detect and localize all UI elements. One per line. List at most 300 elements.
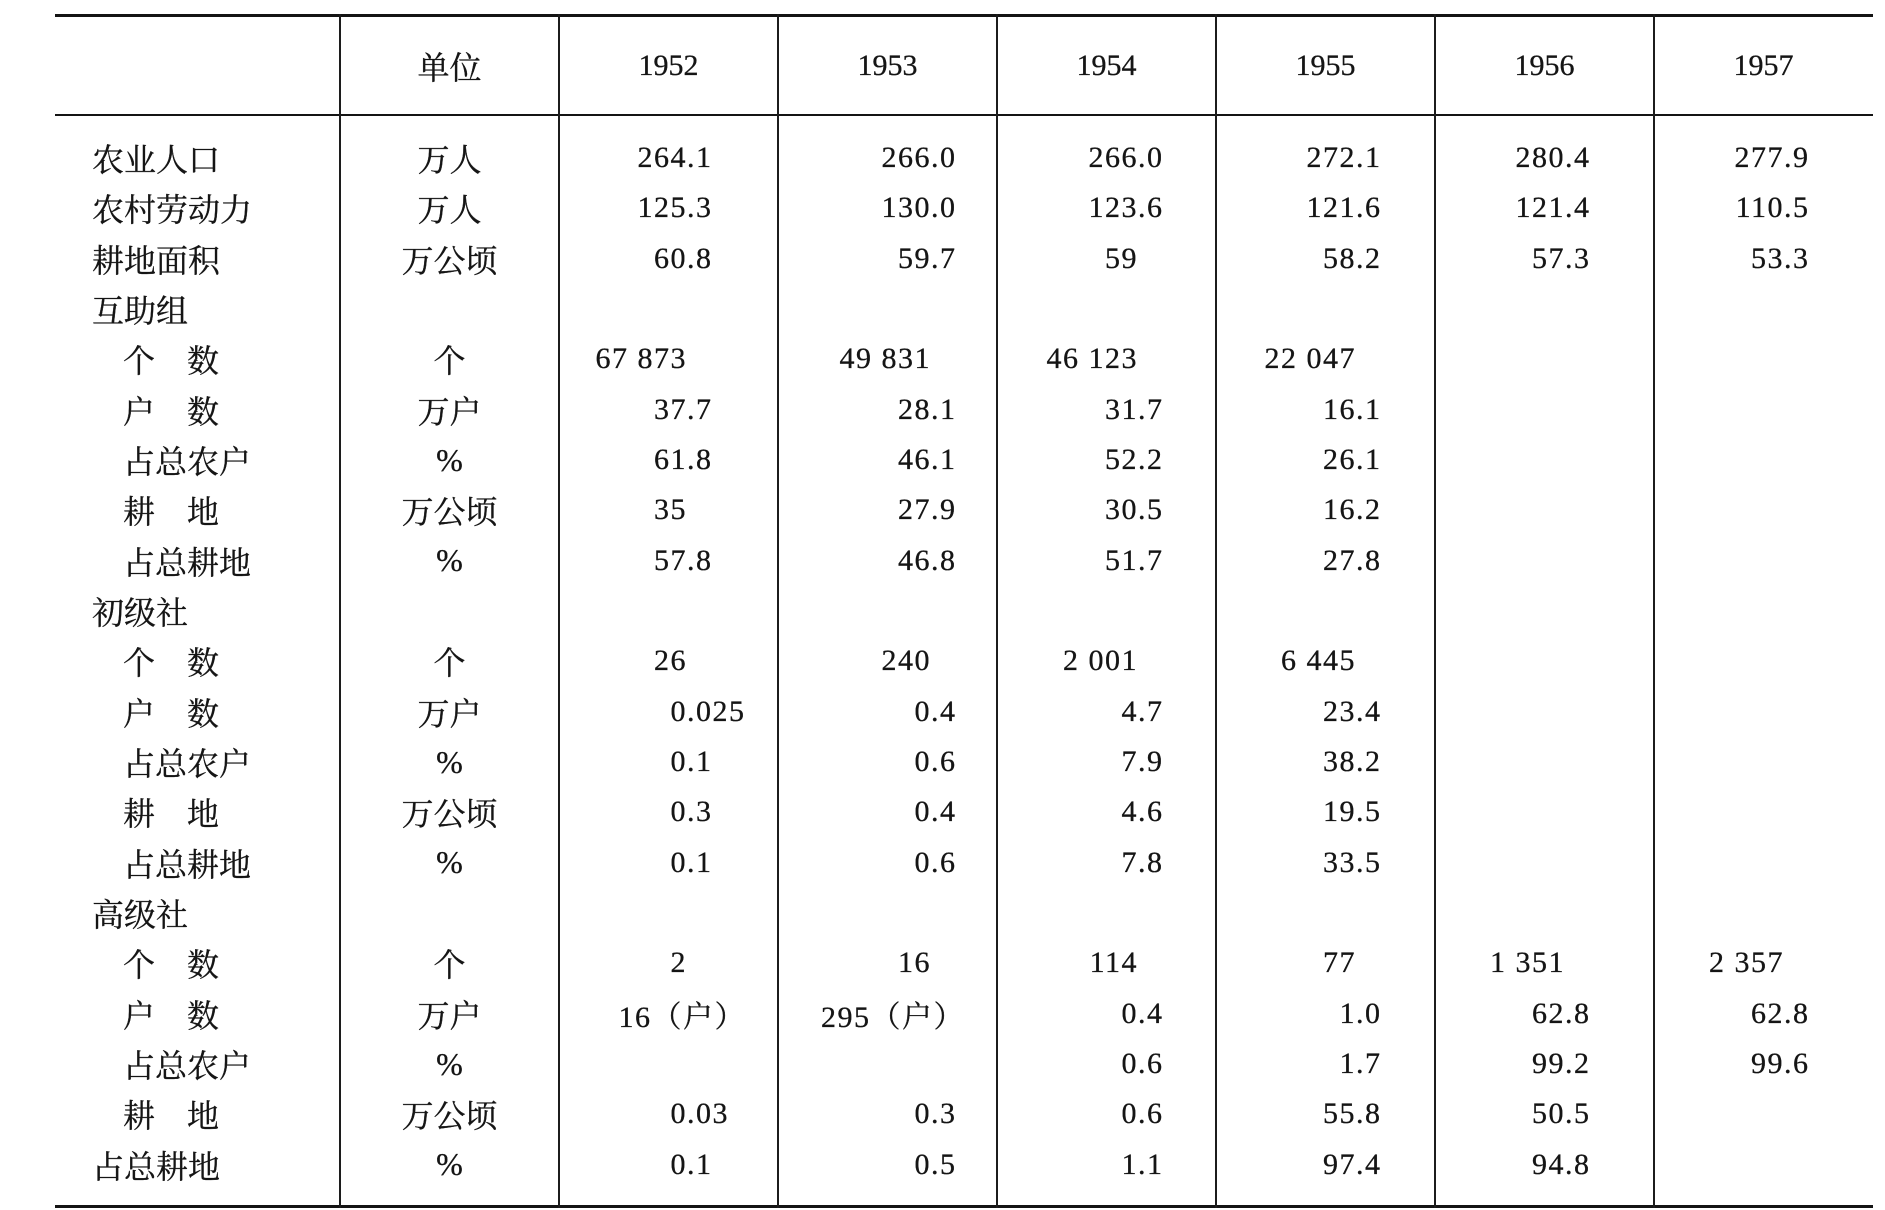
value-cell: [997, 787, 1216, 837]
row-label: 农村劳动力: [92, 192, 253, 229]
value-cell: [997, 284, 1216, 334]
value-integer-part: 59: [898, 241, 931, 275]
value-cell: [1435, 838, 1654, 888]
value-cell: [1654, 334, 1873, 384]
row-label: 户 数: [123, 695, 220, 732]
value-fraction-part: .9: [931, 493, 957, 527]
value-fraction-part: .5: [931, 1147, 957, 1181]
row-label: 占总耕地: [123, 544, 252, 581]
value-integer-part: 0: [670, 1147, 687, 1181]
value-integer-part: 0: [1121, 1097, 1138, 1131]
value-fraction-part: .03: [687, 1097, 729, 1131]
value-cell: [997, 334, 1216, 384]
value-integer-part: 2: [670, 946, 687, 980]
value-cell: [1654, 536, 1873, 586]
value-integer-part: 99: [1532, 1047, 1565, 1081]
value-cell: [997, 938, 1216, 988]
value-cell: [778, 385, 997, 435]
value-cell: [559, 536, 778, 586]
value-integer-part: 0: [670, 845, 687, 879]
value-cell: [1216, 183, 1435, 233]
value-cell: [559, 586, 778, 636]
value-fraction-part: .7: [1138, 392, 1164, 426]
value-integer-part: 266: [881, 141, 931, 175]
value-integer-part: 62: [1532, 996, 1565, 1030]
value-fraction-part: .0: [1356, 996, 1382, 1030]
value-cell: [778, 183, 997, 233]
value-fraction-part: .8: [1565, 996, 1591, 1030]
group-label: 初级社: [92, 595, 189, 632]
value-fraction-part: .1: [687, 845, 713, 879]
unit-cell: %: [436, 844, 463, 881]
value-integer-part: 121: [1515, 191, 1565, 225]
header-year-1953: 1953: [857, 48, 918, 82]
value-cell: [559, 636, 778, 686]
table-row: [55, 435, 1873, 485]
unit-cell: 万人: [417, 192, 482, 229]
value-fraction-part: .1: [931, 443, 957, 477]
value-integer-part: 4: [1121, 694, 1138, 728]
value-cell: [1216, 888, 1435, 938]
value-fraction-part: .8: [1565, 1147, 1591, 1181]
value-cell: [1216, 787, 1435, 837]
table-row: [55, 1089, 1873, 1139]
value-integer-part: 31: [1105, 392, 1138, 426]
value-cell: [1435, 284, 1654, 334]
value-fraction-part: .6: [1356, 191, 1382, 225]
value-fraction-part: .6: [931, 845, 957, 879]
value-cell: [1435, 133, 1654, 183]
unit-cell: %: [436, 542, 463, 579]
value-fraction-part: .2: [1356, 241, 1382, 275]
value-fraction-part: .7: [1138, 543, 1164, 577]
value-cell: [559, 838, 778, 888]
value-cell: [778, 586, 997, 636]
value-cell: [1654, 938, 1873, 988]
group-label: 高级社: [92, 897, 189, 934]
value-integer-part: 0: [670, 745, 687, 779]
value-fraction-part: .7: [687, 392, 713, 426]
value-integer-part: 0: [914, 694, 931, 728]
row-label: 占总耕地: [92, 1148, 221, 1185]
value-cell: [1435, 888, 1654, 938]
header-year-1957: 1957: [1733, 48, 1794, 82]
row-label: 占总耕地: [123, 846, 252, 883]
unit-cell: 万公顷: [401, 1098, 498, 1135]
value-cell: [997, 586, 1216, 636]
value-integer-part: 28: [898, 392, 931, 426]
value-cell: [1654, 485, 1873, 535]
value-cell: [1654, 284, 1873, 334]
value-fraction-part: .2: [1356, 745, 1382, 779]
value-cell: [997, 485, 1216, 535]
value-integer-part: 33: [1323, 845, 1356, 879]
value-cell: [1654, 133, 1873, 183]
value-cell: [559, 737, 778, 787]
table-row: [55, 1039, 1873, 1089]
value-fraction-part: .2: [1356, 493, 1382, 527]
value-cell: [778, 485, 997, 535]
value-integer-part: 1: [1339, 1047, 1356, 1081]
row-label: 占总农户: [123, 746, 252, 783]
value-fraction-part: .0: [931, 141, 957, 175]
unit-cell: 万公顷: [401, 494, 498, 531]
value-fraction-part: .7: [931, 241, 957, 275]
value-cell: [997, 737, 1216, 787]
value-cell: [997, 1039, 1216, 1089]
value-fraction-part: .7: [1138, 694, 1164, 728]
value-integer-part: 37: [654, 392, 687, 426]
value-cell: [559, 234, 778, 284]
value-integer-part: 123: [1088, 191, 1138, 225]
table-row: [55, 838, 1873, 888]
value-integer-part: 97: [1323, 1147, 1356, 1181]
group-row: [55, 586, 1873, 636]
row-label: 占总农户: [123, 1048, 252, 1085]
value-fraction-part: .6: [1138, 1047, 1164, 1081]
table-row: [55, 385, 1873, 435]
value-cell: [1435, 183, 1654, 233]
value-fraction-part: .1: [1356, 141, 1382, 175]
value-fraction-part: .025: [687, 694, 746, 728]
table-header-row: [55, 17, 1873, 114]
value-cell: [778, 687, 997, 737]
table-row: [55, 737, 1873, 787]
value-fraction-part: .5: [1356, 845, 1382, 879]
value-cell: [1435, 737, 1654, 787]
value-cell: [997, 888, 1216, 938]
value-fraction-part: .9: [1784, 141, 1810, 175]
value-cell: [997, 435, 1216, 485]
value-cell: [1216, 435, 1435, 485]
value-fraction-part: .6: [1138, 191, 1164, 225]
group-row: [55, 284, 1873, 334]
column-divider: [1215, 14, 1217, 1208]
value-fraction-part: .8: [931, 543, 957, 577]
row-label: 耕 地: [123, 1098, 220, 1135]
unit-cell: 万户: [417, 695, 482, 732]
unit-cell: [340, 586, 559, 636]
unit-cell: 个: [433, 343, 466, 380]
value-cell: [1435, 687, 1654, 737]
value-integer-part: 30: [1105, 493, 1138, 527]
value-cell: [1654, 435, 1873, 485]
value-cell: [1435, 485, 1654, 535]
value-cell: [559, 1140, 778, 1190]
value-integer-part: 16: [1323, 493, 1356, 527]
value-cell: [778, 838, 997, 888]
value-cell: [1216, 838, 1435, 888]
value-integer-part: 280: [1515, 141, 1565, 175]
value-integer-part: 57: [1532, 241, 1565, 275]
value-cell: [778, 938, 997, 988]
value-cell: [1216, 536, 1435, 586]
value-cell: [1654, 234, 1873, 284]
value-fraction-part: .1: [1356, 392, 1382, 426]
value-integer-part: 130: [881, 191, 931, 225]
value-cell: [997, 183, 1216, 233]
value-integer-part: 22 047: [1264, 342, 1356, 376]
value-integer-part: 0: [670, 1097, 687, 1131]
group-row: [55, 888, 1873, 938]
value-cell: [1435, 1039, 1654, 1089]
value-cell: [559, 334, 778, 384]
value-cell: [778, 334, 997, 384]
group-label: 互助组: [92, 293, 189, 330]
column-divider: [558, 14, 560, 1208]
value-fraction-part: .1: [687, 745, 713, 779]
unit-cell: 个: [433, 645, 466, 682]
value-integer-part: 2 357: [1709, 946, 1784, 980]
value-cell: [559, 284, 778, 334]
value-integer-part: 50: [1532, 1097, 1565, 1131]
unit-cell: %: [436, 743, 463, 780]
value-fraction-part: .0: [931, 191, 957, 225]
table-bottom-rule: [55, 1205, 1873, 1208]
value-cell: [559, 787, 778, 837]
value-cell: [997, 234, 1216, 284]
row-label: 占总农户: [123, 444, 252, 481]
table-row: [55, 989, 1873, 1039]
value-cell: [559, 687, 778, 737]
value-cell: [559, 1089, 778, 1139]
value-cell: [1216, 385, 1435, 435]
value-cell: [1654, 787, 1873, 837]
value-cell: [778, 636, 997, 686]
value-cell: [778, 1039, 997, 1089]
value-integer-part: 7: [1121, 745, 1138, 779]
value-cell: [1216, 586, 1435, 636]
value-cell: [997, 838, 1216, 888]
column-divider: [996, 14, 998, 1208]
value-fraction-part: .1: [687, 1147, 713, 1181]
value-cell: [1435, 1089, 1654, 1139]
value-integer-part: 53: [1751, 241, 1784, 275]
value-cell: [1216, 133, 1435, 183]
value-cell: [997, 1140, 1216, 1190]
value-cell: [997, 133, 1216, 183]
value-fraction-part: .4: [1565, 141, 1591, 175]
value-integer-part: 59: [1105, 241, 1138, 275]
value-fraction-part: .0: [1138, 141, 1164, 175]
value-integer-part: 62: [1751, 996, 1784, 1030]
value-fraction-part: .2: [1138, 443, 1164, 477]
value-integer-part: 277: [1734, 141, 1784, 175]
value-integer-part: 52: [1105, 443, 1138, 477]
value-cell: [778, 536, 997, 586]
value-cell: [1216, 1140, 1435, 1190]
unit-cell: 个: [433, 947, 466, 984]
value-integer-part: 1 351: [1490, 946, 1565, 980]
value-integer-part: 7: [1121, 845, 1138, 879]
value-cell: [1654, 737, 1873, 787]
value-integer-part: 121: [1306, 191, 1356, 225]
value-cell: [1654, 385, 1873, 435]
value-integer-part: 16: [898, 946, 931, 980]
value-integer-part: 67 873: [595, 342, 687, 376]
value-fraction-part: .4: [1565, 191, 1591, 225]
column-divider: [1653, 14, 1655, 1208]
table-row: [55, 234, 1873, 284]
value-cell: 16（户）: [618, 1000, 746, 1034]
value-integer-part: 2 001: [1063, 644, 1138, 678]
value-fraction-part: .5: [1565, 1097, 1591, 1131]
value-fraction-part: .2: [1565, 1047, 1591, 1081]
unit-cell: 万户: [417, 997, 482, 1034]
value-fraction-part: .8: [1356, 1097, 1382, 1131]
value-cell: [1435, 536, 1654, 586]
header-rule: [55, 114, 1873, 116]
value-fraction-part: .3: [687, 191, 713, 225]
value-integer-part: 26: [1323, 443, 1356, 477]
row-label: 个 数: [123, 343, 220, 380]
value-integer-part: 266: [1088, 141, 1138, 175]
value-cell: [1435, 1140, 1654, 1190]
value-integer-part: 272: [1306, 141, 1356, 175]
value-cell: [997, 989, 1216, 1039]
row-label: 耕 地: [123, 796, 220, 833]
value-cell: [1435, 234, 1654, 284]
value-cell: [1435, 435, 1654, 485]
value-cell: [778, 787, 997, 837]
value-integer-part: 110: [1735, 191, 1784, 225]
value-cell: [1216, 284, 1435, 334]
value-cell: [778, 1140, 997, 1190]
value-cell: [1216, 334, 1435, 384]
column-divider: [339, 14, 341, 1208]
value-cell: [559, 938, 778, 988]
value-cell: [778, 284, 997, 334]
value-integer-part: 60: [654, 241, 687, 275]
value-fraction-part: .8: [1356, 543, 1382, 577]
value-fraction-part: .1: [1356, 443, 1382, 477]
unit-cell: 万公顷: [401, 242, 498, 279]
value-fraction-part: .3: [931, 1097, 957, 1131]
value-cell: [1216, 234, 1435, 284]
value-cell: [1435, 989, 1654, 1039]
table-row: [55, 1140, 1873, 1190]
row-label: 耕地面积: [92, 242, 221, 279]
unit-cell: %: [436, 1146, 463, 1183]
value-cell: [559, 888, 778, 938]
value-integer-part: 51: [1105, 543, 1138, 577]
value-fraction-part: .1: [931, 392, 957, 426]
value-integer-part: 264: [637, 141, 687, 175]
value-integer-part: 114: [1089, 946, 1138, 980]
value-cell: [1435, 938, 1654, 988]
value-fraction-part: .1: [1138, 1147, 1164, 1181]
table-row: [55, 133, 1873, 183]
value-cell: [559, 385, 778, 435]
value-fraction-part: .8: [687, 443, 713, 477]
table-row: [55, 787, 1873, 837]
value-cell: [778, 1089, 997, 1139]
value-integer-part: 94: [1532, 1147, 1565, 1181]
value-integer-part: 46 123: [1046, 342, 1138, 376]
value-integer-part: 99: [1751, 1047, 1784, 1081]
value-integer-part: 4: [1121, 795, 1138, 829]
value-cell: [997, 687, 1216, 737]
value-integer-part: 0: [1121, 996, 1138, 1030]
unit-cell: %: [436, 441, 463, 478]
value-cell: [1216, 1089, 1435, 1139]
value-cell: [559, 133, 778, 183]
value-integer-part: 27: [1323, 543, 1356, 577]
value-cell: [1654, 687, 1873, 737]
value-integer-part: 240: [881, 644, 931, 678]
value-cell: 295（户）: [821, 1000, 965, 1034]
value-integer-part: 0: [670, 795, 687, 829]
value-fraction-part: .3: [1565, 241, 1591, 275]
value-integer-part: 6 445: [1281, 644, 1356, 678]
value-integer-part: 26: [654, 644, 687, 678]
value-cell: [559, 435, 778, 485]
value-cell: [778, 737, 997, 787]
value-cell: [1216, 636, 1435, 686]
value-cell: [1654, 888, 1873, 938]
value-cell: [1435, 385, 1654, 435]
value-cell: [1654, 838, 1873, 888]
column-divider: [777, 14, 779, 1208]
value-fraction-part: .3: [687, 795, 713, 829]
value-cell: [778, 133, 997, 183]
value-fraction-part: .4: [931, 694, 957, 728]
value-cell: [997, 536, 1216, 586]
column-divider: [1434, 14, 1436, 1208]
value-fraction-part: .4: [1138, 996, 1164, 1030]
value-fraction-part: .5: [1138, 493, 1164, 527]
statistics-table: [55, 14, 1873, 1208]
value-integer-part: 0: [914, 795, 931, 829]
value-cell: [1654, 586, 1873, 636]
row-label: 农业人口: [92, 142, 221, 179]
value-cell: [1654, 1089, 1873, 1139]
value-integer-part: 125: [637, 191, 687, 225]
unit-cell: 万公顷: [401, 796, 498, 833]
value-integer-part: 0: [914, 745, 931, 779]
value-cell: [1435, 787, 1654, 837]
value-fraction-part: .7: [1356, 1047, 1382, 1081]
value-fraction-part: .9: [1138, 745, 1164, 779]
value-cell: [997, 636, 1216, 686]
value-integer-part: 1: [1339, 996, 1356, 1030]
value-cell: [778, 234, 997, 284]
value-cell: [559, 183, 778, 233]
value-integer-part: 0: [914, 1097, 931, 1131]
value-cell: [1654, 989, 1873, 1039]
value-fraction-part: .8: [687, 241, 713, 275]
header-year-1954: 1954: [1076, 48, 1137, 82]
table-row: [55, 636, 1873, 686]
unit-cell: 万户: [417, 393, 482, 430]
value-cell: [1654, 1140, 1873, 1190]
value-cell: [1216, 485, 1435, 535]
unit-cell: [340, 888, 559, 938]
value-fraction-part: .4: [931, 795, 957, 829]
table-row: [55, 938, 1873, 988]
unit-cell: [340, 284, 559, 334]
value-integer-part: 46: [898, 543, 931, 577]
value-cell: [559, 485, 778, 535]
value-fraction-part: .6: [1138, 795, 1164, 829]
value-fraction-part: .3: [1784, 241, 1810, 275]
value-integer-part: 35: [654, 493, 687, 527]
value-cell: [778, 435, 997, 485]
value-cell: [1654, 636, 1873, 686]
header-year-1956: 1956: [1514, 48, 1575, 82]
table-row: [55, 334, 1873, 384]
value-cell: [1435, 586, 1654, 636]
